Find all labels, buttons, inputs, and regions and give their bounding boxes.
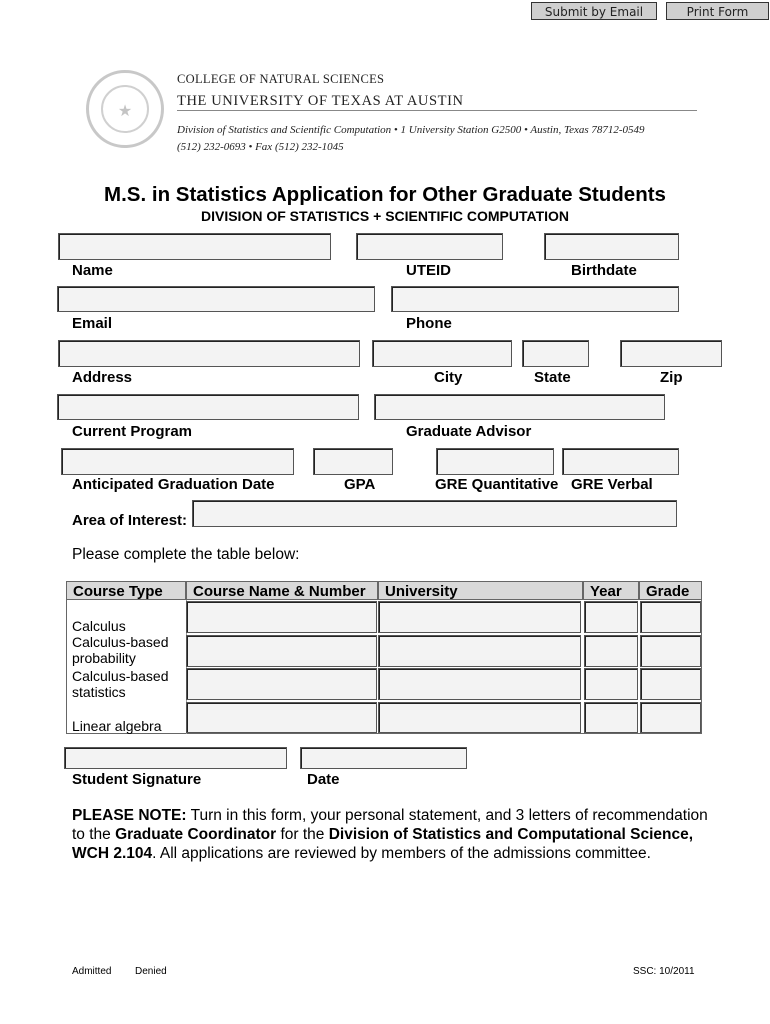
student-signature-field[interactable] <box>64 747 287 769</box>
uteid-label: UTEID <box>406 262 451 279</box>
university-cell[interactable] <box>378 635 581 667</box>
anticipated-graduation-label: Anticipated Graduation Date <box>72 476 275 493</box>
grade-cell[interactable] <box>640 668 701 700</box>
page-title: M.S. in Statistics Application for Other Graduate Students <box>104 183 666 206</box>
denied-label: Denied <box>135 966 167 977</box>
university-cell[interactable] <box>378 601 581 633</box>
division-address: Division of Statistics and Scientific Computation • 1 University Station G2500 • Austin, Texas 78712-0549 <box>177 124 645 136</box>
header-year: Year <box>583 581 639 600</box>
area-of-interest-field[interactable] <box>192 500 677 527</box>
page-subtitle: DIVISION OF STATISTICS + SCIENTIFIC COMPUTATION <box>200 208 570 224</box>
course-name-cell[interactable] <box>186 668 377 700</box>
uteid-field[interactable] <box>356 233 503 260</box>
grade-cell[interactable] <box>640 702 701 733</box>
gre-quantitative-field[interactable] <box>436 448 554 475</box>
gre-quantitative-label: GRE Quantitative <box>435 476 559 493</box>
area-of-interest-label: Area of Interest: <box>72 512 188 529</box>
division-phone: (512) 232-0693 • Fax (512) 232-1045 <box>177 141 344 153</box>
graduate-advisor-field[interactable] <box>374 394 665 420</box>
date-field[interactable] <box>300 747 467 769</box>
address-field[interactable] <box>58 340 360 367</box>
phone-label: Phone <box>406 315 452 332</box>
university-seal: ★ <box>86 70 164 148</box>
gre-verbal-label: GRE Verbal <box>571 476 653 493</box>
year-cell[interactable] <box>584 635 638 667</box>
form-code: SSC: 10/2011 <box>633 966 695 977</box>
phone-field[interactable] <box>391 286 679 312</box>
anticipated-graduation-field[interactable] <box>61 448 294 475</box>
course-name-cell[interactable] <box>186 601 377 633</box>
student-signature-label: Student Signature <box>72 771 202 788</box>
university-cell[interactable] <box>378 702 581 733</box>
submit-by-email-button[interactable]: Submit by Email <box>531 2 657 20</box>
university-cell[interactable] <box>378 668 581 700</box>
course-type-linear-algebra: Linear algebra <box>72 718 162 734</box>
course-type-probability: Calculus-based probability <box>72 634 169 666</box>
name-label: Name <box>72 262 113 279</box>
name-field[interactable] <box>58 233 331 260</box>
city-label: City <box>434 369 463 386</box>
year-cell[interactable] <box>584 668 638 700</box>
current-program-field[interactable] <box>57 394 359 420</box>
birthdate-label: Birthdate <box>571 262 637 279</box>
current-program-label: Current Program <box>72 423 193 440</box>
city-field[interactable] <box>372 340 512 367</box>
grade-cell[interactable] <box>640 635 701 667</box>
letterhead-rule <box>177 110 697 111</box>
zip-label: Zip <box>660 369 683 386</box>
admitted-label: Admitted <box>72 966 112 977</box>
header-grade: Grade <box>639 581 702 600</box>
header-university: University <box>378 581 583 600</box>
birthdate-field[interactable] <box>544 233 679 260</box>
header-course-name: Course Name & Number <box>186 581 378 600</box>
gpa-label: GPA <box>344 476 376 493</box>
graduate-advisor-label: Graduate Advisor <box>406 423 532 440</box>
year-cell[interactable] <box>584 601 638 633</box>
header-course-type: Course Type <box>66 581 186 600</box>
state-label: State <box>534 369 571 386</box>
college-name: COLLEGE OF NATURAL SCIENCES <box>177 72 385 86</box>
course-type-statistics: Calculus-based statistics <box>72 668 169 700</box>
address-label: Address <box>72 369 133 386</box>
print-form-button[interactable]: Print Form <box>666 2 769 20</box>
please-note-paragraph: PLEASE NOTE: Turn in this form, your personal statement, and 3 letters of recommendation to the Graduate Coordinator for the Division of Statistics and Computational Science, WCH 2.104. All applications are reviewed by members of the admissions committee. <box>72 807 708 862</box>
course-name-cell[interactable] <box>186 635 377 667</box>
zip-field[interactable] <box>620 340 722 367</box>
date-label: Date <box>307 771 340 788</box>
state-field[interactable] <box>522 340 589 367</box>
email-label: Email <box>72 315 113 332</box>
grade-cell[interactable] <box>640 601 701 633</box>
gpa-field[interactable] <box>313 448 393 475</box>
gre-verbal-field[interactable] <box>562 448 679 475</box>
university-name: THE UNIVERSITY OF TEXAS AT AUSTIN <box>177 93 464 109</box>
year-cell[interactable] <box>584 702 638 733</box>
table-instructions: Please complete the table below: <box>72 546 300 563</box>
course-type-calculus: Calculus <box>72 618 126 634</box>
course-name-cell[interactable] <box>186 702 377 733</box>
email-field[interactable] <box>57 286 375 312</box>
